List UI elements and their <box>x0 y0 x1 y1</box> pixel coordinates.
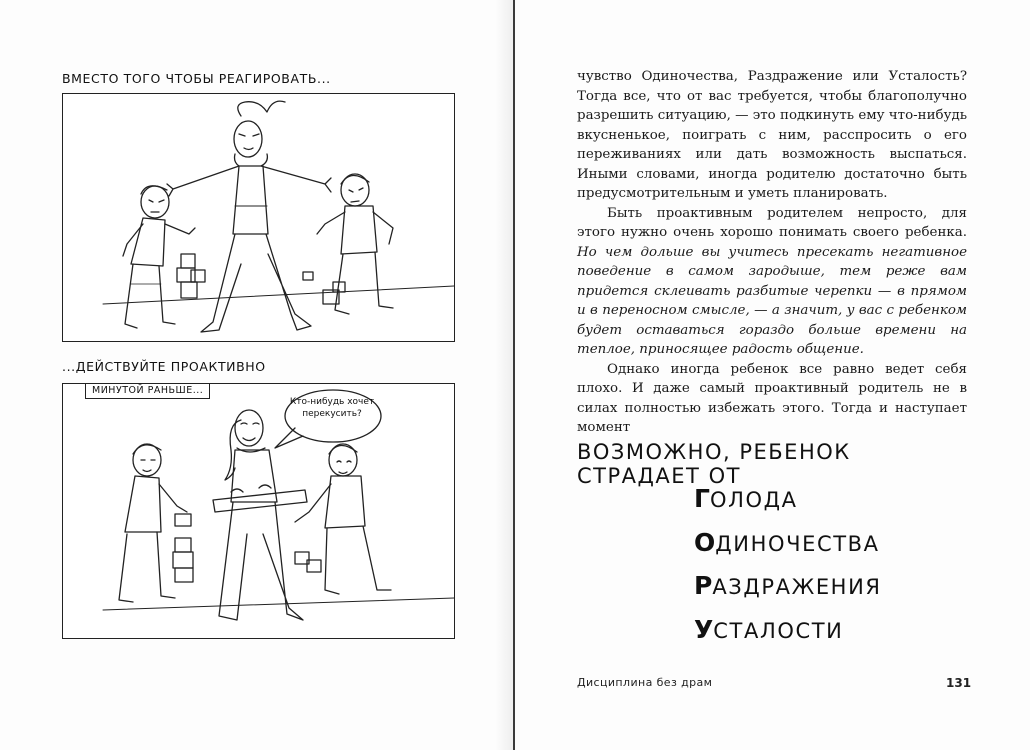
speech-bubble: Кто-нибудь хочет перекусить? <box>289 397 375 419</box>
hungry-item-2 <box>694 528 880 557</box>
hungry-word: ДИНОЧЕСТВА <box>715 532 880 556</box>
running-footer-title: Дисциплина без драм <box>577 676 713 689</box>
hungry-item-3 <box>694 571 882 600</box>
hungry-item-1 <box>694 484 798 513</box>
illustration-fight-drawing <box>63 94 454 341</box>
illustration-panel-top <box>62 93 455 342</box>
illustration-panel-bottom <box>62 383 455 639</box>
caption-bottom: ...ДЕЙСТВУЙТЕ ПРОАКТИВНО <box>62 359 266 374</box>
gutter-shade <box>495 0 513 750</box>
italic-text: Но чем дольше вы учитесь пресекать негативное поведение в самом зародыше, тем реже вам придется склеивать разбитые черепки — в прямом и в переносном смысле, — а значит, у вас с ребенком будет оставаться гораздо больше времени на теплое, приносящее радость общение. <box>577 244 967 357</box>
hungry-initial: У <box>694 615 714 644</box>
hungry-word: АЗДРАЖЕНИЯ <box>712 575 882 599</box>
hungry-word: ОЛОДА <box>709 488 798 512</box>
paragraph-text: Быть проактивным родителем непросто, для этого нужно очень хорошо понимать своего ребенка. <box>577 205 967 240</box>
paragraph-text: чувство Одиночества, Раздражение или Усталость? Тогда все, что от вас требуется, чтобы благополучно разрешить ситуацию, — это подкинуть ему что-нибудь вкусненькое, поиграть с ним, расспросить о его переживаниях или дать возможность выспаться. Иными словами, иногда родителю достаточно быть предусмотрительным и уметь планировать. <box>577 69 967 201</box>
hungry-initial: Г <box>694 484 710 513</box>
caption-top: ВМЕСТО ТОГО ЧТОБЫ РЕАГИРОВАТЬ... <box>62 71 331 86</box>
paragraph <box>577 67 967 204</box>
illustration-snack-drawing <box>63 384 454 638</box>
hungry-item-4 <box>694 615 843 644</box>
hungry-initial: О <box>694 528 716 557</box>
page-number: 131 <box>946 676 972 690</box>
book-gutter <box>513 0 515 750</box>
hungry-initial: Р <box>694 571 713 600</box>
hungry-word: СТАЛОСТИ <box>713 619 844 643</box>
panel-tag: МИНУТОЙ РАНЬШЕ... <box>85 384 210 399</box>
hungry-heading: ВОЗМОЖНО, РЕБЕНОК СТРАДАЕТ ОТ <box>577 440 851 488</box>
paragraph <box>577 360 967 438</box>
paragraph-text: Однако иногда ребенок все равно ведет себя плохо. И даже самый проактивный родитель не в силах полностью избежать этого. Тогда и наступает момент <box>577 361 967 435</box>
body-text <box>577 67 967 438</box>
paragraph <box>577 204 967 360</box>
